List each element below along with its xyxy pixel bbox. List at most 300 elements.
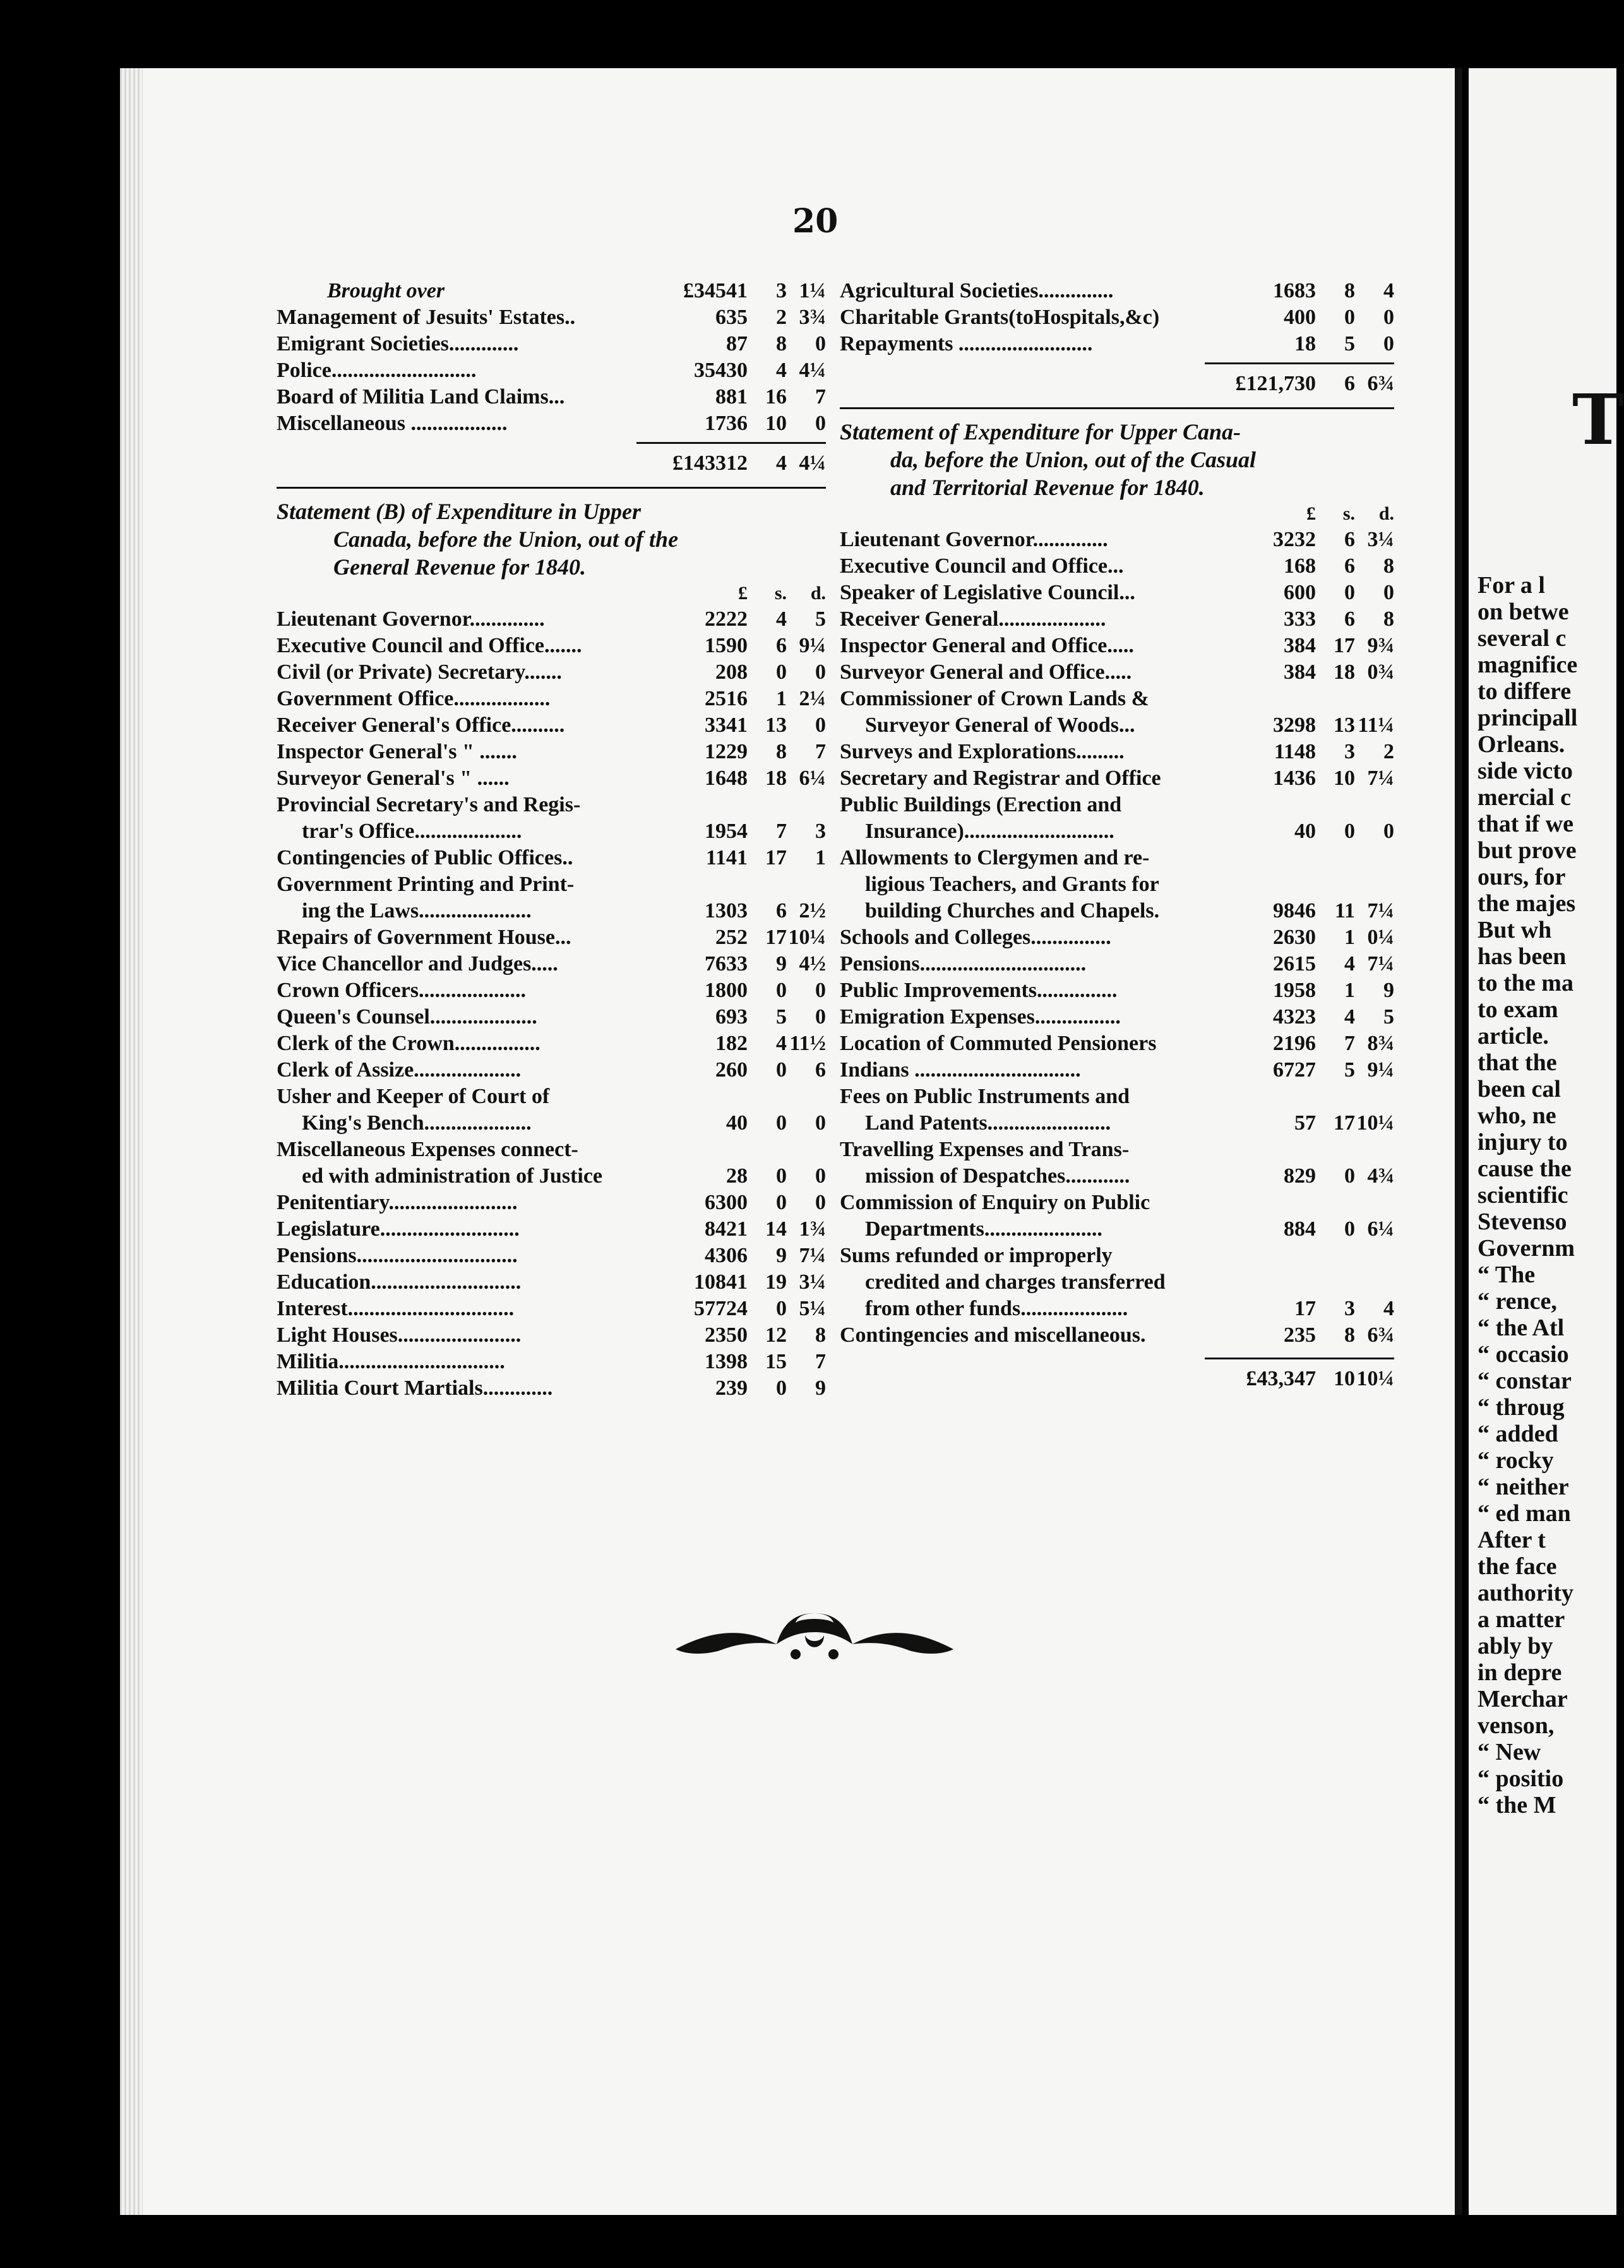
amount-pence: 5¼ bbox=[799, 1297, 826, 1320]
amount-pence: 6¼ bbox=[799, 767, 826, 790]
expenditure-row bbox=[277, 924, 826, 951]
amount-pence: 0 bbox=[1383, 306, 1394, 329]
amount-pounds: 28 bbox=[726, 1164, 748, 1188]
item-label: Legislature.......................... bbox=[277, 1217, 520, 1241]
amount-shillings: 17 bbox=[1334, 1111, 1355, 1135]
item-amount bbox=[653, 951, 826, 977]
amount-pounds: 260 bbox=[715, 1058, 748, 1082]
amount-pence: 4¾ bbox=[1367, 1164, 1394, 1188]
amount-pence: 7¼ bbox=[1367, 767, 1394, 790]
heading-line: Statement (B) of Expenditure in Upper bbox=[277, 499, 642, 524]
amount-pence: 3¾ bbox=[799, 306, 826, 329]
heading-line: Statement of Expenditure for Upper Cana- bbox=[840, 419, 1241, 445]
item-amount bbox=[1221, 1057, 1394, 1083]
item-label: Pensions............................... bbox=[840, 952, 1087, 976]
facing-page-line: the face bbox=[1478, 1553, 1557, 1580]
sum-rule bbox=[636, 442, 826, 444]
amount-pounds: 693 bbox=[715, 1005, 748, 1029]
amount-pounds: 333 bbox=[1284, 607, 1316, 631]
unit-shillings: s. bbox=[774, 583, 787, 604]
facing-page-line: Merchar bbox=[1478, 1686, 1568, 1712]
item-label: Interest............................... bbox=[277, 1297, 515, 1320]
expenditure-row bbox=[840, 686, 1394, 712]
right-column bbox=[840, 278, 1394, 1392]
item-amount bbox=[1221, 553, 1394, 580]
expenditure-row bbox=[277, 765, 826, 792]
item-label: Clerk of the Crown................ bbox=[277, 1032, 540, 1055]
amount-pence: 0¾ bbox=[1367, 660, 1394, 684]
item-label: Board of Militia Land Claims... bbox=[277, 385, 565, 409]
item-label: Allowments to Clergymen and re- bbox=[840, 846, 1150, 869]
amount-shillings: 17 bbox=[765, 926, 787, 949]
item-label: Brought over bbox=[327, 279, 445, 302]
item-label: Commission of Enquiry on Public bbox=[840, 1191, 1150, 1214]
amount-pounds: 2196 bbox=[1273, 1032, 1316, 1055]
facing-page-line: “ constar bbox=[1478, 1368, 1572, 1394]
expenditure-row bbox=[277, 898, 826, 924]
facing-page-line: “ neither bbox=[1478, 1474, 1569, 1500]
item-label: Militia Court Martials............. bbox=[277, 1376, 553, 1400]
amount-shillings: 0 bbox=[1344, 1164, 1355, 1188]
facing-page-line: who, ne bbox=[1478, 1102, 1556, 1129]
item-amount bbox=[653, 1243, 826, 1269]
expenditure-row bbox=[277, 278, 826, 304]
expenditure-row bbox=[277, 357, 826, 384]
facing-page-line: “ rocky bbox=[1478, 1447, 1554, 1474]
item-amount bbox=[653, 739, 826, 765]
amount-pence: 9 bbox=[815, 1376, 826, 1400]
item-label: Executive Council and Office....... bbox=[277, 634, 582, 657]
amount-pounds: 1303 bbox=[705, 899, 748, 922]
expenditure-row bbox=[277, 1030, 826, 1057]
expenditure-row bbox=[840, 1083, 1394, 1110]
total-shillings: 4 bbox=[776, 451, 787, 475]
total-pence: 4¼ bbox=[799, 451, 826, 475]
amount-shillings: 1 bbox=[1344, 926, 1355, 949]
item-label: Departments...................... bbox=[865, 1217, 1102, 1241]
amount-shillings: 6 bbox=[776, 634, 787, 657]
amount-pence: 7¼ bbox=[1367, 952, 1394, 976]
amount-pounds: 57724 bbox=[694, 1297, 748, 1320]
expenditure-row bbox=[840, 1030, 1394, 1057]
expenditure-row bbox=[277, 1349, 826, 1375]
item-amount bbox=[1221, 1322, 1394, 1349]
item-label: Surveyor General of Woods... bbox=[865, 713, 1135, 737]
expenditure-row bbox=[277, 818, 826, 845]
amount-pounds: 2222 bbox=[705, 607, 748, 631]
item-label: Queen's Counsel.................... bbox=[277, 1005, 537, 1029]
amount-shillings: 13 bbox=[1334, 713, 1355, 737]
unit-shillings: s. bbox=[1342, 503, 1355, 524]
item-label: Civil (or Private) Secretary....... bbox=[277, 660, 562, 684]
item-label: ligious Teachers, and Grants for bbox=[865, 873, 1159, 896]
item-label: Miscellaneous .................. bbox=[277, 412, 508, 435]
item-amount bbox=[1221, 580, 1394, 606]
amount-pounds: 881 bbox=[715, 385, 748, 409]
expenditure-row bbox=[840, 304, 1394, 331]
item-label: Lieutenant Governor.............. bbox=[840, 528, 1108, 551]
expenditure-row bbox=[277, 331, 826, 357]
total-pence: 10¼ bbox=[1356, 1367, 1394, 1390]
expenditure-row bbox=[840, 278, 1394, 304]
facing-page-line: in depre bbox=[1478, 1659, 1562, 1686]
facing-page-line: scientific bbox=[1478, 1182, 1568, 1209]
amount-shillings: 16 bbox=[765, 385, 787, 409]
amount-shillings: 3 bbox=[1344, 740, 1355, 763]
expenditure-row bbox=[840, 818, 1394, 845]
item-amount bbox=[653, 1190, 826, 1216]
unit-pounds: £ bbox=[738, 583, 748, 604]
heading-line: General Revenue for 1840. bbox=[333, 554, 586, 580]
amount-pence: 6 bbox=[815, 1058, 826, 1082]
facing-page-line: “ throug bbox=[1478, 1394, 1565, 1421]
expenditure-row bbox=[840, 1269, 1394, 1296]
item-label: Militia............................... bbox=[277, 1350, 505, 1373]
amount-pounds: 4306 bbox=[705, 1244, 748, 1267]
amount-shillings: 4 bbox=[1344, 952, 1355, 976]
amount-shillings: 0 bbox=[776, 1111, 787, 1135]
item-amount bbox=[653, 1296, 826, 1322]
amount-shillings: 0 bbox=[776, 979, 787, 1002]
item-label: Contingencies and miscellaneous. bbox=[840, 1323, 1146, 1347]
page-number: 20 bbox=[792, 202, 839, 241]
amount-pence: 0 bbox=[815, 1164, 826, 1188]
amount-pounds: 168 bbox=[1284, 554, 1316, 578]
item-amount bbox=[1221, 527, 1394, 553]
amount-shillings: 19 bbox=[765, 1270, 787, 1294]
amount-shillings: 0 bbox=[1344, 306, 1355, 329]
expenditure-row bbox=[277, 1296, 826, 1322]
amount-pence: 9¼ bbox=[1367, 1058, 1394, 1082]
amount-shillings: 10 bbox=[1334, 767, 1355, 790]
amount-pence: 9 bbox=[1383, 979, 1394, 1002]
item-label: from other funds.................... bbox=[865, 1297, 1128, 1320]
amount-shillings: 18 bbox=[1334, 660, 1355, 684]
item-label: Public Improvements............... bbox=[840, 979, 1118, 1002]
expenditure-row bbox=[840, 792, 1394, 818]
expenditure-row bbox=[840, 1137, 1394, 1163]
item-label: Repayments ......................... bbox=[840, 332, 1093, 355]
item-label: ing the Laws..................... bbox=[302, 899, 532, 922]
item-amount bbox=[1221, 1296, 1394, 1322]
amount-pounds: 9846 bbox=[1273, 899, 1316, 922]
item-label: Location of Commuted Pensioners bbox=[840, 1032, 1157, 1055]
amount-pounds: 2630 bbox=[1273, 926, 1316, 949]
amount-pence: 0¼ bbox=[1367, 926, 1394, 949]
amount-shillings: 0 bbox=[1344, 581, 1355, 604]
amount-shillings: 15 bbox=[765, 1350, 787, 1373]
amount-pence: 2½ bbox=[799, 899, 826, 922]
item-label: Secretary and Registrar and Office bbox=[840, 767, 1161, 790]
expenditure-row bbox=[277, 871, 826, 898]
amount-pounds: 18 bbox=[1294, 332, 1316, 355]
facing-page-line: “ occasio bbox=[1478, 1341, 1569, 1368]
amount-pounds: 10841 bbox=[694, 1270, 748, 1294]
expenditure-row bbox=[840, 1110, 1394, 1137]
item-label: Land Patents....................... bbox=[865, 1111, 1111, 1135]
right-total bbox=[840, 1366, 1394, 1392]
facing-page-line: “ the M bbox=[1478, 1792, 1556, 1818]
amount-pence: 5 bbox=[815, 607, 826, 631]
facing-page-line: “ New bbox=[1478, 1739, 1541, 1765]
unit-header bbox=[840, 501, 1394, 527]
amount-pence: 0 bbox=[815, 332, 826, 355]
facing-page-line: the majes bbox=[1478, 890, 1576, 917]
amount-pence: 0 bbox=[815, 979, 826, 1002]
amount-pounds: 239 bbox=[715, 1376, 748, 1400]
amount-pence: 11¼ bbox=[1358, 713, 1394, 737]
facing-page-line: side victo bbox=[1478, 758, 1573, 784]
facing-page-line: principall bbox=[1478, 705, 1578, 731]
amount-pounds: 1800 bbox=[705, 979, 748, 1002]
item-amount bbox=[653, 278, 826, 304]
left-top-rows bbox=[277, 278, 826, 437]
amount-pence: 4 bbox=[1383, 1297, 1394, 1320]
item-label: Government Printing and Print- bbox=[277, 873, 575, 896]
amount-shillings: 8 bbox=[776, 740, 787, 763]
item-amount bbox=[1221, 606, 1394, 633]
item-amount bbox=[653, 845, 826, 871]
amount-pounds: 40 bbox=[726, 1111, 748, 1135]
amount-pounds: 384 bbox=[1284, 634, 1316, 657]
heading-line: Canada, before the Union, out of the bbox=[333, 527, 679, 552]
section-separator bbox=[277, 487, 826, 489]
amount-pounds: 208 bbox=[715, 660, 748, 684]
amount-shillings: 8 bbox=[1344, 1323, 1355, 1347]
facing-page-line: authority bbox=[1478, 1580, 1573, 1606]
facing-page-line: “ rence, bbox=[1478, 1288, 1557, 1315]
left-top-total bbox=[277, 450, 826, 477]
item-label: Penitentiary........................ bbox=[277, 1191, 518, 1214]
item-amount bbox=[1221, 331, 1394, 357]
item-label: Inspector General's " ....... bbox=[277, 740, 517, 763]
item-amount bbox=[1221, 659, 1394, 686]
heading-line: and Territorial Revenue for 1840. bbox=[890, 475, 1205, 500]
amount-pence: 4¼ bbox=[799, 359, 826, 382]
amount-shillings: 10 bbox=[765, 412, 787, 435]
item-label: Inspector General and Office..... bbox=[840, 634, 1134, 657]
amount-shillings: 5 bbox=[1344, 1058, 1355, 1082]
amount-shillings: 17 bbox=[765, 846, 787, 869]
amount-shillings: 2 bbox=[776, 306, 787, 329]
total-pence: 6¾ bbox=[1367, 372, 1394, 395]
amount-pounds: 17 bbox=[1294, 1297, 1316, 1320]
amount-pounds: 35430 bbox=[694, 359, 748, 382]
expenditure-row bbox=[840, 1163, 1394, 1190]
amount-pence: 10¼ bbox=[1356, 1111, 1394, 1135]
amount-shillings: 4 bbox=[776, 1032, 787, 1055]
amount-shillings: 0 bbox=[1344, 1217, 1355, 1241]
facing-page-line: For a l bbox=[1478, 572, 1545, 599]
expenditure-row bbox=[840, 659, 1394, 686]
amount-pounds: 1683 bbox=[1273, 279, 1316, 302]
item-amount bbox=[653, 686, 826, 712]
amount-pence: 2 bbox=[1383, 740, 1394, 763]
amount-pounds: 829 bbox=[1284, 1164, 1316, 1188]
amount-pence: 8 bbox=[1383, 607, 1394, 631]
amount-shillings: 9 bbox=[776, 1244, 787, 1267]
item-label: Indians ............................... bbox=[840, 1058, 1081, 1082]
casual-revenue-heading bbox=[840, 418, 1394, 501]
unit-pence: d. bbox=[810, 583, 826, 604]
amount-shillings: 14 bbox=[765, 1217, 787, 1241]
item-label: Public Buildings (Erection and bbox=[840, 793, 1122, 816]
expenditure-row bbox=[277, 384, 826, 410]
amount-pence: 8¾ bbox=[1367, 1032, 1394, 1055]
amount-shillings: 3 bbox=[1344, 1297, 1355, 1320]
right-top-total bbox=[840, 371, 1394, 397]
item-label: Surveyor General and Office..... bbox=[840, 660, 1132, 684]
expenditure-row bbox=[840, 553, 1394, 580]
amount-pence: 1 bbox=[815, 846, 826, 869]
amount-pounds: 600 bbox=[1284, 581, 1316, 604]
expenditure-row bbox=[840, 1296, 1394, 1322]
facing-page-line: ably by bbox=[1478, 1633, 1553, 1659]
amount-pence: 6¾ bbox=[1367, 1323, 1394, 1347]
item-label: Miscellaneous Expenses connect- bbox=[277, 1138, 578, 1161]
expenditure-row bbox=[840, 739, 1394, 765]
item-label: Pensions.............................. bbox=[277, 1244, 518, 1267]
expenditure-row bbox=[840, 845, 1394, 871]
facing-page-line: but prove bbox=[1478, 837, 1577, 864]
item-amount bbox=[653, 1004, 826, 1030]
item-label: trar's Office.................... bbox=[302, 820, 522, 843]
item-amount bbox=[1221, 633, 1394, 659]
amount-pounds: 7633 bbox=[705, 952, 748, 976]
expenditure-row bbox=[277, 845, 826, 871]
amount-pounds: 1958 bbox=[1273, 979, 1316, 1002]
facing-page-line: on betwe bbox=[1478, 599, 1569, 625]
amount-shillings: 4 bbox=[1344, 1005, 1355, 1029]
amount-pounds: 635 bbox=[715, 306, 748, 329]
item-label: Vice Chancellor and Judges..... bbox=[277, 952, 558, 976]
amount-shillings: 5 bbox=[1344, 332, 1355, 355]
amount-pence: 1¾ bbox=[799, 1217, 826, 1241]
amount-pounds: 884 bbox=[1284, 1217, 1316, 1241]
expenditure-row bbox=[277, 1269, 826, 1296]
item-label: Emigration Expenses................ bbox=[840, 1005, 1121, 1029]
amount-shillings: 8 bbox=[776, 332, 787, 355]
amount-shillings: 6 bbox=[1344, 554, 1355, 578]
item-amount bbox=[1221, 951, 1394, 977]
expenditure-row bbox=[840, 712, 1394, 739]
amount-pounds: 57 bbox=[1294, 1111, 1316, 1135]
expenditure-row bbox=[277, 1190, 826, 1216]
amount-pounds: 40 bbox=[1294, 820, 1316, 843]
right-expenditure-rows bbox=[840, 527, 1394, 1349]
item-label: Sums refunded or improperly bbox=[840, 1244, 1113, 1267]
item-amount bbox=[653, 1030, 826, 1057]
item-label: Education............................ bbox=[277, 1270, 522, 1294]
item-amount bbox=[653, 659, 826, 686]
item-amount bbox=[1221, 765, 1394, 792]
item-label: Insurance)............................ bbox=[865, 820, 1114, 843]
expenditure-row bbox=[277, 686, 826, 712]
item-amount bbox=[1221, 278, 1394, 304]
printer-ornament bbox=[669, 1597, 960, 1673]
facing-page-line: to exam bbox=[1478, 996, 1558, 1023]
amount-shillings: 8 bbox=[1344, 279, 1355, 302]
facing-page-line: that if we bbox=[1478, 811, 1573, 837]
item-amount bbox=[1221, 977, 1394, 1004]
facing-page-line: cause the bbox=[1478, 1155, 1572, 1182]
amount-shillings: 6 bbox=[1344, 607, 1355, 631]
item-label: Emigrant Societies............. bbox=[277, 332, 519, 355]
amount-shillings: 0 bbox=[776, 1297, 787, 1320]
item-label: mission of Despatches............ bbox=[865, 1164, 1130, 1188]
amount-pounds: 2615 bbox=[1273, 952, 1316, 976]
expenditure-row bbox=[840, 606, 1394, 633]
expenditure-row bbox=[840, 765, 1394, 792]
amount-shillings: 7 bbox=[1344, 1032, 1355, 1055]
amount-shillings: 5 bbox=[776, 1005, 787, 1029]
item-amount bbox=[653, 1216, 826, 1243]
item-amount bbox=[1221, 739, 1394, 765]
item-label: Government Office.................. bbox=[277, 687, 551, 710]
amount-shillings: 1 bbox=[1344, 979, 1355, 1002]
expenditure-row bbox=[840, 1004, 1394, 1030]
unit-header bbox=[277, 581, 826, 606]
item-amount bbox=[653, 633, 826, 659]
item-label: Usher and Keeper of Court of bbox=[277, 1085, 550, 1108]
item-label: Surveys and Explorations......... bbox=[840, 740, 1125, 763]
amount-pounds: 1229 bbox=[705, 740, 748, 763]
amount-pounds: 1141 bbox=[705, 846, 748, 869]
amount-pounds: 252 bbox=[715, 926, 748, 949]
amount-pence: 11½ bbox=[789, 1032, 826, 1055]
expenditure-row bbox=[277, 712, 826, 739]
item-amount bbox=[653, 1163, 826, 1190]
item-label: Speaker of Legislative Council... bbox=[840, 581, 1135, 604]
expenditure-row bbox=[277, 633, 826, 659]
item-label: Police........................... bbox=[277, 359, 477, 382]
expenditure-row bbox=[840, 924, 1394, 951]
item-label: Management of Jesuits' Estates.. bbox=[277, 306, 576, 329]
amount-shillings: 4 bbox=[776, 607, 787, 631]
page-gutter bbox=[1455, 68, 1462, 2215]
expenditure-row bbox=[840, 527, 1394, 553]
amount-pence: 5 bbox=[1383, 1005, 1394, 1029]
amount-shillings: 3 bbox=[776, 279, 787, 302]
amount-pence: 2¼ bbox=[799, 687, 826, 710]
expenditure-row bbox=[277, 1216, 826, 1243]
expenditure-row bbox=[277, 1163, 826, 1190]
item-label: Executive Council and Office... bbox=[840, 554, 1124, 578]
facing-page-line: has been bbox=[1478, 943, 1567, 970]
expenditure-row bbox=[277, 304, 826, 331]
item-amount bbox=[653, 384, 826, 410]
expenditure-row bbox=[277, 1322, 826, 1349]
item-label: Provincial Secretary's and Regis- bbox=[277, 793, 581, 816]
expenditure-row bbox=[277, 792, 826, 818]
facing-page-line: “ positio bbox=[1478, 1765, 1564, 1792]
amount-pounds: 87 bbox=[726, 332, 748, 355]
facing-page-line: several c bbox=[1478, 625, 1567, 652]
item-label: building Churches and Chapels. bbox=[865, 899, 1160, 922]
expenditure-row bbox=[277, 1243, 826, 1269]
amount-shillings: 6 bbox=[776, 899, 787, 922]
item-amount bbox=[1221, 304, 1394, 331]
amount-pence: 4 bbox=[1383, 279, 1394, 302]
amount-shillings: 7 bbox=[776, 820, 787, 843]
amount-pence: 4½ bbox=[799, 952, 826, 976]
facing-page-line: that the bbox=[1478, 1049, 1557, 1076]
amount-pounds: 6727 bbox=[1273, 1058, 1316, 1082]
amount-pence: 7¼ bbox=[799, 1244, 826, 1267]
amount-shillings: 13 bbox=[765, 713, 787, 737]
amount-shillings: 0 bbox=[776, 1164, 787, 1188]
amount-pence: 0 bbox=[815, 713, 826, 737]
